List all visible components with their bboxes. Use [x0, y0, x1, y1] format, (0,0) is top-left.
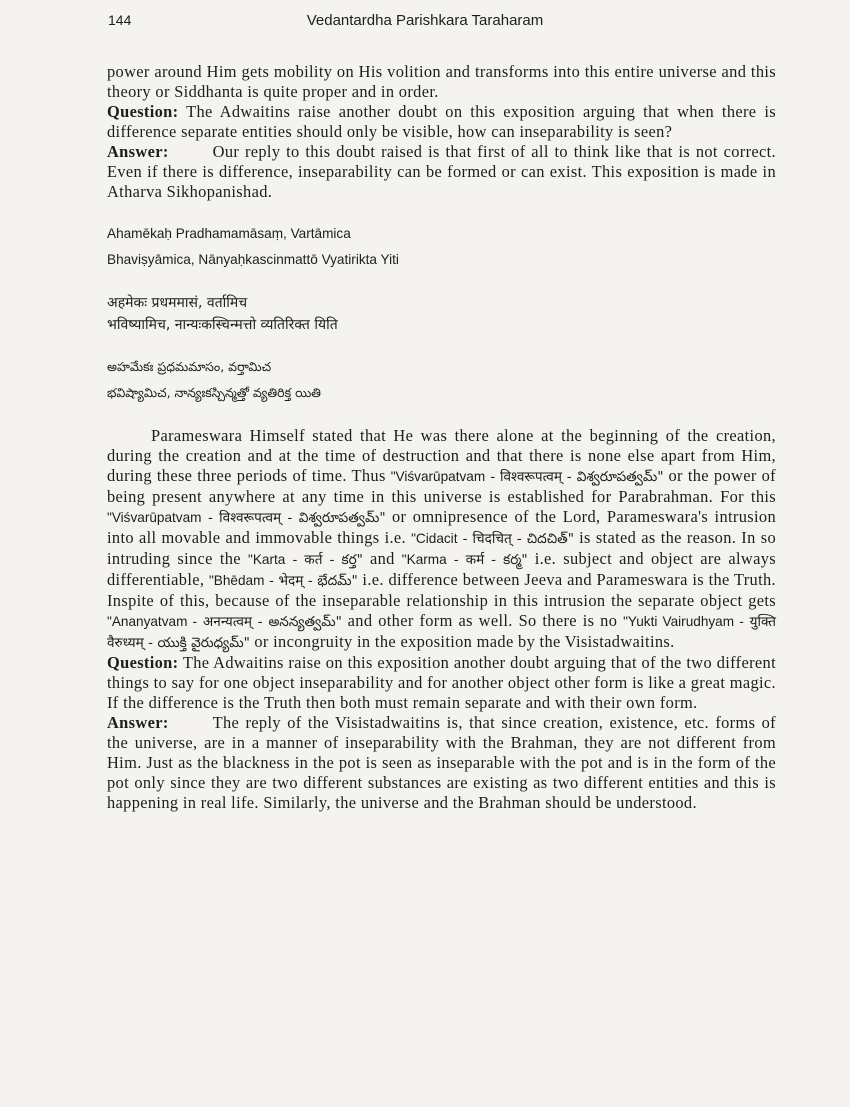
answer-1 [107, 142, 776, 202]
page-header [0, 12, 850, 36]
term-roman: "Karma [401, 552, 447, 567]
term-devanagari: - भेदम् - [269, 573, 313, 589]
verse-roman-line-2: Bhaviṣyāmica, Nānyaḥkascinmattō Vyatirikta Yiti [107, 252, 399, 267]
term-telugu: కర్త" [341, 552, 363, 568]
term-devanagari: युक्ति वैरुध्यम् - [107, 614, 777, 651]
text-run: or omnipresence of the Lord, Parameswara's intrusion into all movable and immovable things i.e. [107, 507, 776, 547]
question-label: Question: [107, 102, 179, 121]
term-telugu: అనన్యత్వమ్" [268, 614, 342, 630]
verse-telugu [107, 356, 776, 404]
question-text: The Adwaitins raise on this exposition another doubt arguing that of the two different things to say for one object inseparability and for another object other form is like a great magic. If the difference is the Truth then both must remain separate and with their own form. [107, 653, 776, 712]
term-devanagari: - कर्म - [453, 552, 497, 568]
term-roman: "Bhēdam [208, 573, 265, 588]
verse-telugu-line-2: భవిష్యామిచ, నాన్యఃకస్చిన్మత్తో వ్యతిరిక్త యితి [107, 385, 321, 400]
text-run: i.e. subject and object are always differentiable, [107, 549, 776, 589]
answer-label: Answer: [107, 713, 169, 732]
answer-text: The reply of the Visistadwaitins is, that since creation, existence, etc. forms of the universe, are in a manner of inseparability with the Brahman, they are not different from Him. Just as the blackness in the pot is seen as inseparable with the pot and is in the form of the pot only since they are two different substances are existing as two different entities and this is happening in real life. Similarly, the universe and the Brahman should be understood. [107, 713, 776, 812]
paragraph-parameswara [107, 426, 776, 653]
term-roman: "Viśvarūpatvam [107, 510, 202, 525]
verse-roman-line-1: Ahamēkaḥ Pradhamamāsaṃ, Vartāmica [107, 226, 351, 241]
term-devanagari: - कर्त - [292, 552, 335, 568]
term-roman: "Viśvarūpatvam [390, 469, 486, 484]
term-devanagari: - चिदचित् - [462, 531, 522, 547]
verse-telugu-line-1: అహమేకః ప్రధమమాసం, వర్తామిచ [107, 359, 272, 374]
question-2 [107, 653, 776, 713]
term-devanagari: - विश्वरूपत्वम् - [490, 469, 572, 485]
paragraph-intro: power around Him gets mobility on His volition and transforms into this entire universe and this theory or Siddhanta is quite proper and in order. [107, 62, 776, 101]
term-roman: "Cidacit [411, 531, 458, 546]
term-telugu: కర్మ" [503, 552, 528, 568]
text-run: is stated as the reason. In so intruding since the [107, 528, 777, 568]
question-1 [107, 102, 776, 142]
verse-devanagari [107, 292, 776, 336]
answer-label: Answer: [107, 142, 169, 161]
term-devanagari: अनन्यत्वम् - [202, 614, 263, 630]
term-telugu: భేదమ్" [317, 573, 358, 589]
term-telugu: చిదచిత్" [526, 531, 574, 547]
term-roman: "Ananyatvam - [107, 614, 198, 629]
verse-devanagari-line-2: भविष्यामिच, नान्यःकस्चिन्मत्तो व्यतिरिक्त यिति [107, 317, 338, 333]
answer-2 [107, 713, 776, 813]
text-run: i.e. difference between Jeeva and Parameswara is the Truth. Inspite of this, because of the inseparable relationship in this intrusion the separate object gets [107, 570, 777, 610]
term-devanagari: - विश्वरूपत्वम् - [207, 510, 293, 526]
page-body [107, 62, 776, 813]
text-run: or incongruity in the exposition made by the Visistadwaitins. [249, 632, 675, 651]
verse-devanagari-line-1: अहमेकः प्रधममासं, वर्तामिच [107, 295, 248, 311]
question-label: Question: [107, 653, 179, 672]
term-telugu: విశ్వరూపత్వమ్" [298, 510, 386, 526]
text-run: and [362, 549, 402, 568]
text-run: and other form as well. So there is no [341, 611, 624, 630]
term-telugu: విశ్వరూపత్వమ్" [576, 469, 664, 485]
text-run: Parameswara Himself stated that He was there alone at the beginning of the creation, during the creation and at the time of destruction and that there is none else apart from Him, during these three periods of time. Thus [107, 426, 776, 485]
page-number: 144 [108, 12, 132, 28]
answer-text: Our reply to this doubt raised is that first of all to think like that is not correct. Even if there is difference, inseparability can be formed or can exist. This exposition is made in Atharva Sikhopanishad. [107, 142, 776, 201]
term-roman: "Karta [248, 552, 286, 567]
running-title: Vedantardha Parishkara Taraharam [306, 12, 544, 29]
text-run: or the power of being present anywhere at any time in this universe is established for Parabrahman. For this [107, 466, 776, 506]
question-text: The Adwaitins raise another doubt on this exposition arguing that when there is difference separate entities should only be visible, how can inseparability is seen? [107, 102, 776, 141]
term-roman: "Yukti Vairudhyam - [623, 614, 744, 629]
term-telugu: యుక్తి వైరుధ్యమ్" [157, 635, 250, 651]
verse-roman [107, 224, 776, 270]
